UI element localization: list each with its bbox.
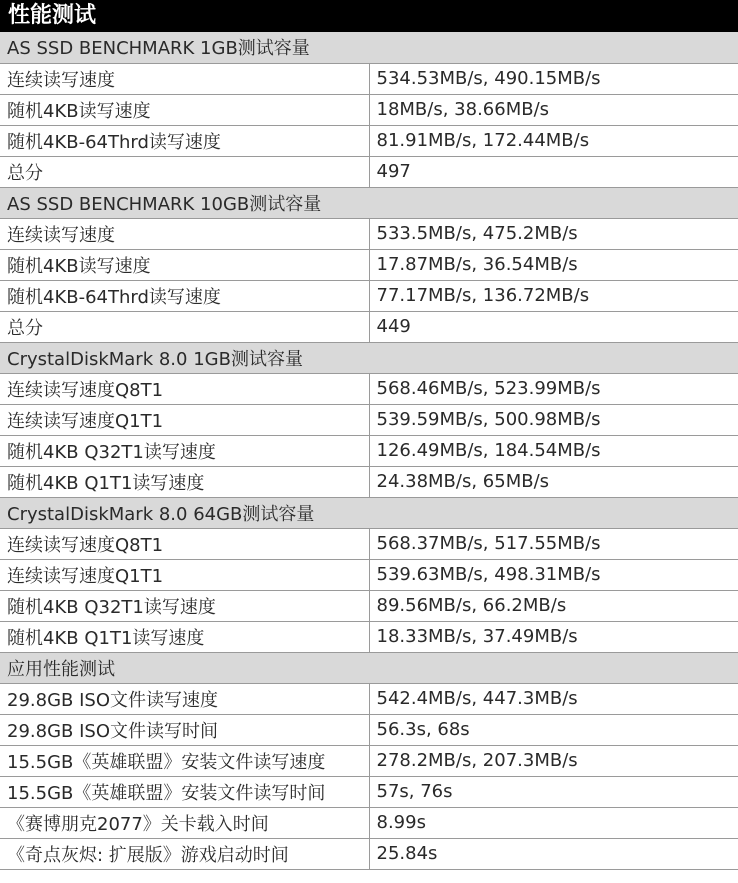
row-label: 《奇点灰烬: 扩展版》游戏启动时间 [0,838,369,869]
row-label: 随机4KB读写速度 [0,249,369,280]
table-row [0,311,738,342]
row-label: 15.5GB《英雄联盟》安装文件读写速度 [0,745,369,776]
row-value: 25.84s [369,838,738,869]
row-label: 随机4KB读写速度 [0,94,369,125]
table-row [0,528,738,559]
section-header: AS SSD BENCHMARK 10GB测试容量 [0,187,738,218]
row-value: 57s, 76s [369,776,738,807]
row-value: 539.59MB/s, 500.98MB/s [369,404,738,435]
table-row [0,807,738,838]
table-title: 性能测试 [0,0,738,32]
row-label: 连续读写速度 [0,63,369,94]
table-row [0,94,738,125]
row-value: 24.38MB/s, 65MB/s [369,466,738,497]
table-row [0,156,738,187]
row-value: 497 [369,156,738,187]
section-header-row [0,187,738,218]
table-row [0,590,738,621]
row-value: 18.33MB/s, 37.49MB/s [369,621,738,652]
row-label: 随机4KB Q32T1读写速度 [0,435,369,466]
row-label: 随机4KB-64Thrd读写速度 [0,280,369,311]
row-value: 77.17MB/s, 136.72MB/s [369,280,738,311]
row-value: 449 [369,311,738,342]
table-row [0,249,738,280]
results-table [0,32,738,870]
table-row [0,714,738,745]
row-value: 89.56MB/s, 66.2MB/s [369,590,738,621]
section-header: 应用性能测试 [0,652,738,683]
row-label: 随机4KB Q1T1读写速度 [0,621,369,652]
section-header: CrystalDiskMark 8.0 1GB测试容量 [0,342,738,373]
table-row [0,621,738,652]
row-label: 15.5GB《英雄联盟》安装文件读写时间 [0,776,369,807]
table-row [0,280,738,311]
section-header: AS SSD BENCHMARK 1GB测试容量 [0,32,738,63]
row-label: 连续读写速度 [0,218,369,249]
section-header-row [0,497,738,528]
row-value: 81.91MB/s, 172.44MB/s [369,125,738,156]
row-label: 连续读写速度Q8T1 [0,373,369,404]
table-row [0,466,738,497]
row-label: 总分 [0,156,369,187]
row-value: 8.99s [369,807,738,838]
row-value: 126.49MB/s, 184.54MB/s [369,435,738,466]
section-header-row [0,652,738,683]
row-label: 随机4KB-64Thrd读写速度 [0,125,369,156]
row-label: 随机4KB Q32T1读写速度 [0,590,369,621]
table-row [0,838,738,869]
row-value: 542.4MB/s, 447.3MB/s [369,683,738,714]
table-row [0,218,738,249]
row-label: 连续读写速度Q8T1 [0,528,369,559]
row-value: 539.63MB/s, 498.31MB/s [369,559,738,590]
table-row [0,776,738,807]
section-header-row [0,32,738,63]
row-label: 总分 [0,311,369,342]
table-row [0,125,738,156]
row-label: 29.8GB ISO文件读写速度 [0,683,369,714]
table-row [0,63,738,94]
row-label: 29.8GB ISO文件读写时间 [0,714,369,745]
row-value: 534.53MB/s, 490.15MB/s [369,63,738,94]
row-value: 568.37MB/s, 517.55MB/s [369,528,738,559]
row-value: 568.46MB/s, 523.99MB/s [369,373,738,404]
table-row [0,745,738,776]
row-label: 连续读写速度Q1T1 [0,404,369,435]
row-label: 连续读写速度Q1T1 [0,559,369,590]
table-row [0,404,738,435]
table-row [0,373,738,404]
table-row [0,559,738,590]
row-value: 278.2MB/s, 207.3MB/s [369,745,738,776]
table-row [0,435,738,466]
row-label: 随机4KB Q1T1读写速度 [0,466,369,497]
row-label: 《赛博朋克2077》关卡载入时间 [0,807,369,838]
section-header-row [0,342,738,373]
row-value: 533.5MB/s, 475.2MB/s [369,218,738,249]
results-table-body [0,32,738,869]
table-row [0,683,738,714]
section-header: CrystalDiskMark 8.0 64GB测试容量 [0,497,738,528]
row-value: 56.3s, 68s [369,714,738,745]
row-value: 17.87MB/s, 36.54MB/s [369,249,738,280]
row-value: 18MB/s, 38.66MB/s [369,94,738,125]
